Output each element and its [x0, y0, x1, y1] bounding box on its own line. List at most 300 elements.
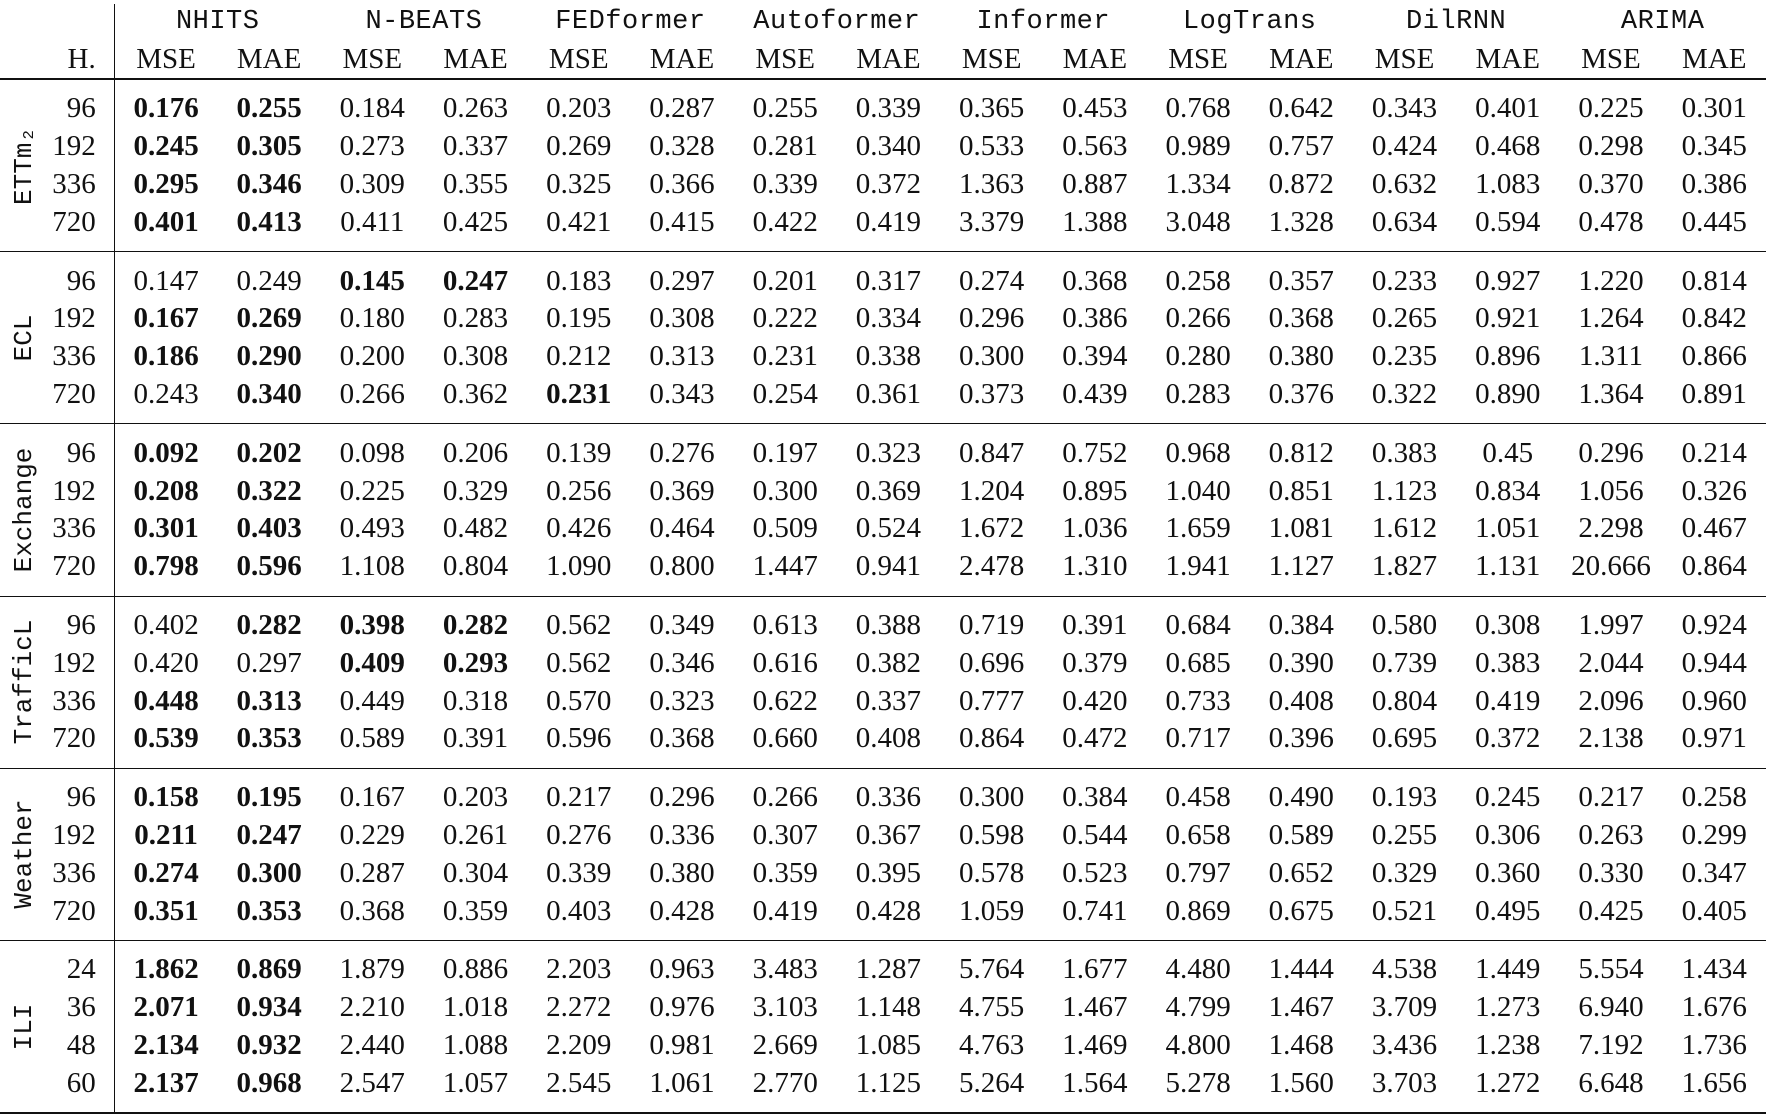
dataset-label: TrafficL	[9, 619, 40, 745]
value-cell: 1.272	[1475, 1066, 1541, 1099]
best-value-cell: 1.862	[133, 953, 199, 986]
horizon-cell: 720	[48, 376, 114, 424]
value-cell: 0.337	[442, 130, 509, 163]
value-cell: 0.468	[1475, 130, 1541, 163]
best-value-cell: 0.351	[133, 894, 199, 927]
table-row	[0, 472, 1766, 510]
metric-header: MAE	[856, 42, 921, 75]
horizon-cell: 96	[48, 596, 114, 644]
table-row	[0, 768, 1766, 816]
value-cell: 0.359	[442, 894, 509, 927]
value-cell: 1.085	[855, 1028, 922, 1061]
header-spacer	[0, 4, 48, 40]
best-value-cell: 0.231	[546, 377, 612, 410]
best-value-cell: 0.195	[236, 781, 302, 814]
table-row	[0, 1027, 1766, 1065]
value-cell: 0.368	[1062, 264, 1128, 297]
value-cell: 1.467	[1062, 991, 1128, 1024]
value-cell: 0.263	[442, 92, 509, 125]
value-cell: 1.560	[1268, 1066, 1334, 1099]
value-cell: 0.812	[1268, 436, 1334, 469]
value-cell: 4.799	[1165, 991, 1231, 1024]
model-header: N-BEATS	[365, 7, 483, 37]
metric-header: MAE	[236, 42, 302, 75]
value-cell: 0.386	[1681, 167, 1747, 200]
value-cell: 1.659	[1165, 512, 1231, 545]
value-cell: 0.490	[1268, 781, 1334, 814]
best-value-cell: 0.245	[133, 130, 199, 163]
dataset-label-cell	[0, 768, 48, 940]
value-cell: 0.339	[752, 167, 818, 200]
dataset-label: ILI	[9, 1003, 40, 1050]
value-cell: 0.589	[1268, 818, 1334, 851]
value-cell: 0.941	[855, 550, 922, 583]
value-cell: 0.797	[1165, 856, 1231, 889]
value-cell: 0.254	[752, 377, 818, 410]
value-cell: 0.183	[546, 264, 612, 297]
best-value-cell: 0.539	[133, 722, 199, 755]
value-cell: 0.225	[1578, 92, 1644, 125]
value-cell: 0.739	[1371, 646, 1438, 679]
value-cell: 1.088	[442, 1028, 509, 1061]
value-cell: 0.308	[1475, 608, 1541, 641]
value-cell: 1.059	[959, 894, 1025, 927]
best-value-cell: 2.134	[133, 1028, 199, 1061]
value-cell: 0.391	[442, 722, 509, 755]
value-cell: 0.401	[1475, 92, 1541, 125]
value-cell: 0.266	[1165, 302, 1231, 335]
value-cell: 0.768	[1165, 92, 1231, 125]
value-cell: 0.326	[1681, 474, 1747, 507]
value-cell: 0.330	[1578, 856, 1644, 889]
value-cell: 2.298	[1578, 512, 1644, 545]
value-cell: 0.594	[1475, 205, 1541, 238]
value-cell: 0.864	[959, 722, 1025, 755]
table-row	[0, 682, 1766, 720]
value-cell: 0.217	[546, 781, 612, 814]
value-cell: 0.598	[959, 818, 1025, 851]
table-row	[0, 720, 1766, 768]
metric-header: MSE	[136, 42, 196, 75]
value-cell: 0.337	[855, 684, 922, 717]
value-cell: 0.266	[339, 377, 405, 410]
table-row	[0, 79, 1766, 128]
value-cell: 1.287	[855, 953, 922, 986]
value-cell: 0.300	[752, 474, 818, 507]
dataset-label-cell	[0, 79, 48, 252]
value-cell: 0.372	[1475, 722, 1541, 755]
value-cell: 0.533	[959, 130, 1025, 163]
value-cell: 0.544	[1062, 818, 1128, 851]
metric-header: MSE	[961, 42, 1022, 75]
value-cell: 0.276	[546, 818, 612, 851]
value-cell: 0.318	[442, 684, 509, 717]
value-cell: 0.890	[1475, 377, 1541, 410]
value-cell: 0.695	[1371, 722, 1438, 755]
value-cell: 0.307	[752, 818, 818, 851]
value-cell: 0.195	[546, 302, 612, 335]
horizon-cell: 336	[48, 510, 114, 548]
value-cell: 0.733	[1165, 684, 1231, 717]
value-cell: 0.872	[1268, 167, 1334, 200]
value-cell: 0.383	[1371, 436, 1438, 469]
value-cell: 0.989	[1165, 130, 1231, 163]
value-cell: 0.369	[649, 474, 715, 507]
value-cell: 1.131	[1475, 550, 1541, 583]
horizon-cell: 720	[48, 203, 114, 251]
value-cell: 0.453	[1062, 92, 1128, 125]
value-cell: 0.382	[855, 646, 922, 679]
value-cell: 0.891	[1681, 377, 1747, 410]
metric-header: MAE	[1269, 42, 1334, 75]
value-cell: 0.139	[546, 436, 612, 469]
value-cell: 7.192	[1578, 1028, 1644, 1061]
best-value-cell: 0.293	[442, 646, 509, 679]
value-cell: 0.306	[1475, 818, 1541, 851]
value-cell: 0.201	[752, 264, 818, 297]
value-cell: 0.212	[546, 340, 612, 373]
value-cell: 1.127	[1268, 550, 1334, 583]
dataset-label: ECL	[9, 314, 40, 362]
table-row	[0, 548, 1766, 596]
table-row	[0, 424, 1766, 472]
value-cell: 0.366	[649, 167, 715, 200]
value-cell: 0.357	[1268, 264, 1334, 297]
value-cell: 0.255	[752, 92, 818, 125]
value-cell: 1.736	[1681, 1028, 1747, 1061]
value-cell: 0.804	[442, 550, 509, 583]
value-cell: 1.220	[1578, 264, 1644, 297]
value-cell: 0.523	[1062, 856, 1128, 889]
value-cell: 0.634	[1371, 205, 1438, 238]
value-cell: 2.440	[339, 1028, 405, 1061]
value-cell: 0.338	[855, 340, 922, 373]
value-cell: 2.209	[546, 1028, 612, 1061]
value-cell: 1.564	[1062, 1066, 1128, 1099]
table-row	[0, 128, 1766, 166]
value-cell: 0.245	[1475, 781, 1541, 814]
value-cell: 0.308	[649, 302, 715, 335]
best-value-cell: 0.448	[133, 684, 199, 717]
value-cell: 0.927	[1475, 264, 1541, 297]
value-cell: 4.763	[959, 1028, 1025, 1061]
value-cell: 0.685	[1165, 646, 1231, 679]
value-cell: 0.345	[1681, 130, 1747, 163]
value-cell: 0.403	[546, 894, 612, 927]
value-cell: 0.509	[752, 512, 818, 545]
value-cell: 0.322	[1371, 377, 1438, 410]
value-cell: 0.652	[1268, 856, 1334, 889]
value-cell: 0.233	[1371, 264, 1438, 297]
value-cell: 0.287	[649, 92, 715, 125]
best-value-cell: 0.798	[133, 550, 199, 583]
horizon-cell: 48	[48, 1027, 114, 1065]
value-cell: 0.384	[1268, 608, 1334, 641]
best-value-cell: 0.186	[133, 340, 199, 373]
horizon-cell: 336	[48, 338, 114, 376]
horizon-cell: 96	[48, 424, 114, 472]
value-cell: 0.419	[752, 894, 818, 927]
value-cell: 1.444	[1268, 953, 1334, 986]
value-cell: 2.770	[752, 1066, 818, 1099]
value-cell: 0.336	[649, 818, 715, 851]
dataset-group	[0, 252, 1766, 424]
table-row	[0, 596, 1766, 644]
value-cell: 0.300	[959, 781, 1025, 814]
value-cell: 0.495	[1475, 894, 1541, 927]
value-cell: 2.138	[1578, 722, 1644, 755]
value-cell: 0.368	[1268, 302, 1334, 335]
table-row	[0, 989, 1766, 1027]
value-cell: 1.672	[959, 512, 1025, 545]
value-cell: 1.108	[339, 550, 405, 583]
value-cell: 0.425	[442, 205, 509, 238]
value-cell: 0.800	[649, 550, 715, 583]
value-cell: 1.827	[1371, 550, 1438, 583]
value-cell: 0.258	[1165, 264, 1231, 297]
value-cell: 0.323	[855, 436, 922, 469]
value-cell: 0.258	[1681, 781, 1747, 814]
value-cell: 0.658	[1165, 818, 1231, 851]
best-value-cell: 0.401	[133, 205, 199, 238]
value-cell: 5.264	[959, 1066, 1025, 1099]
horizon-cell: 336	[48, 166, 114, 204]
value-cell: 0.297	[649, 264, 715, 297]
value-cell: 0.887	[1062, 167, 1128, 200]
value-cell: 0.757	[1268, 130, 1334, 163]
value-cell: 1.469	[1062, 1028, 1128, 1061]
horizon-cell: 36	[48, 989, 114, 1027]
value-cell: 1.273	[1475, 991, 1541, 1024]
value-cell: 1.148	[855, 991, 922, 1024]
value-cell: 1.264	[1578, 302, 1644, 335]
value-cell: 0.814	[1681, 264, 1747, 297]
value-cell: 0.580	[1371, 608, 1438, 641]
value-cell: 0.869	[1165, 894, 1231, 927]
value-cell: 0.851	[1268, 474, 1334, 507]
value-cell: 0.521	[1371, 894, 1438, 927]
value-cell: 0.415	[649, 205, 715, 238]
metric-header: MSE	[755, 42, 816, 75]
best-value-cell: 0.398	[339, 608, 405, 641]
best-value-cell: 0.968	[236, 1066, 302, 1099]
value-cell: 0.317	[855, 264, 922, 297]
best-value-cell: 0.340	[236, 377, 302, 410]
table-header	[0, 4, 1766, 79]
dataset-group	[0, 424, 1766, 596]
table-row	[0, 892, 1766, 940]
value-cell: 2.547	[339, 1066, 405, 1099]
dataset-label-cell	[0, 252, 48, 424]
value-cell: 0.408	[855, 722, 922, 755]
value-cell: 0.864	[1681, 550, 1747, 583]
value-cell: 2.545	[546, 1066, 612, 1099]
header-spacer	[0, 40, 48, 79]
value-cell: 0.329	[442, 474, 509, 507]
value-cell: 0.276	[649, 436, 715, 469]
value-cell: 0.421	[546, 205, 612, 238]
metric-header: MSE	[1374, 42, 1435, 75]
table-row	[0, 300, 1766, 338]
value-cell: 1.334	[1165, 167, 1231, 200]
value-cell: 1.941	[1165, 550, 1231, 583]
value-cell: 1.879	[339, 953, 405, 986]
value-cell: 0.266	[752, 781, 818, 814]
value-cell: 0.472	[1062, 722, 1128, 755]
value-cell: 0.298	[1578, 130, 1644, 163]
value-cell: 0.395	[855, 856, 922, 889]
value-cell: 0.203	[442, 781, 509, 814]
value-cell: 0.360	[1475, 856, 1541, 889]
metric-header: MSE	[548, 42, 609, 75]
value-cell: 0.613	[752, 608, 818, 641]
value-cell: 0.719	[959, 608, 1025, 641]
value-cell: 0.524	[855, 512, 922, 545]
value-cell: 20.666	[1571, 550, 1651, 583]
best-value-cell: 0.167	[133, 302, 199, 335]
value-cell: 0.355	[442, 167, 509, 200]
value-cell: 1.036	[1062, 512, 1128, 545]
horizon-cell: 192	[48, 472, 114, 510]
value-cell: 0.420	[133, 646, 199, 679]
value-cell: 0.422	[752, 205, 818, 238]
value-cell: 1.123	[1371, 474, 1438, 507]
value-cell: 2.272	[546, 991, 612, 1024]
best-value-cell: 0.255	[236, 92, 302, 125]
best-value-cell: 0.176	[133, 92, 199, 125]
value-cell: 1.051	[1475, 512, 1541, 545]
value-cell: 0.203	[546, 92, 612, 125]
value-cell: 3.483	[752, 953, 818, 986]
value-cell: 4.480	[1165, 953, 1231, 986]
metric-header: MSE	[1581, 42, 1641, 75]
model-header: Autoformer	[753, 7, 921, 37]
value-cell: 0.396	[1268, 722, 1334, 755]
value-cell: 0.924	[1681, 608, 1747, 641]
best-value-cell: 0.869	[236, 953, 302, 986]
value-cell: 0.361	[855, 377, 922, 410]
value-cell: 0.968	[1165, 436, 1231, 469]
table-row	[0, 510, 1766, 548]
model-header: Informer	[976, 7, 1111, 37]
value-cell: 0.578	[959, 856, 1025, 889]
value-cell: 0.616	[752, 646, 818, 679]
value-cell: 0.675	[1268, 894, 1334, 927]
value-cell: 0.842	[1681, 302, 1747, 335]
best-value-cell: 0.596	[236, 550, 302, 583]
value-cell: 0.273	[339, 130, 405, 163]
value-cell: 1.612	[1371, 512, 1438, 545]
value-cell: 0.963	[649, 953, 715, 986]
dataset-group	[0, 768, 1766, 940]
value-cell: 1.997	[1578, 608, 1644, 641]
value-cell: 0.217	[1578, 781, 1644, 814]
value-cell: 0.976	[649, 991, 715, 1024]
best-value-cell: 0.282	[442, 608, 509, 641]
value-cell: 0.394	[1062, 340, 1128, 373]
horizon-cell: 336	[48, 682, 114, 720]
value-cell: 1.328	[1268, 205, 1334, 238]
value-cell: 0.180	[339, 302, 405, 335]
best-value-cell: 0.295	[133, 167, 199, 200]
value-cell: 0.280	[1165, 340, 1231, 373]
value-cell: 0.313	[649, 340, 715, 373]
metric-header: MAE	[649, 42, 715, 75]
metric-header: MAE	[443, 42, 508, 75]
dataset-group	[0, 79, 1766, 252]
dataset-label-cell	[0, 940, 48, 1113]
value-cell: 0.261	[442, 818, 509, 851]
value-cell: 3.703	[1371, 1066, 1438, 1099]
value-cell: 0.866	[1681, 340, 1747, 373]
value-cell: 0.419	[855, 205, 922, 238]
value-cell: 0.896	[1475, 340, 1541, 373]
value-cell: 0.449	[339, 684, 405, 717]
value-cell: 0.717	[1165, 722, 1231, 755]
model-header: ARIMA	[1620, 7, 1705, 37]
best-value-cell: 0.413	[236, 205, 302, 238]
best-value-cell: 0.158	[133, 781, 199, 814]
value-cell: 4.800	[1165, 1028, 1231, 1061]
best-value-cell: 0.301	[133, 512, 199, 545]
value-cell: 0.467	[1681, 512, 1747, 545]
model-header: NHITS	[175, 7, 260, 37]
value-cell: 0.329	[1371, 856, 1438, 889]
best-value-cell: 0.247	[442, 264, 509, 297]
value-cell: 1.388	[1062, 205, 1128, 238]
value-cell: 0.343	[649, 377, 715, 410]
value-cell: 0.346	[649, 646, 715, 679]
value-cell: 0.464	[649, 512, 715, 545]
value-cell: 5.554	[1578, 953, 1644, 986]
best-value-cell: 0.208	[133, 474, 199, 507]
value-cell: 0.445	[1681, 205, 1747, 238]
value-cell: 0.229	[339, 818, 405, 851]
value-cell: 0.391	[1062, 608, 1128, 641]
value-cell: 1.467	[1268, 991, 1334, 1024]
value-cell: 0.343	[1371, 92, 1438, 125]
value-cell: 0.235	[1371, 340, 1438, 373]
value-cell: 1.057	[442, 1066, 509, 1099]
value-cell: 1.083	[1475, 167, 1541, 200]
value-cell: 1.204	[959, 474, 1025, 507]
header-spacer-horizon	[48, 4, 114, 40]
value-cell: 0.971	[1681, 722, 1747, 755]
value-cell: 0.300	[959, 340, 1025, 373]
value-cell: 0.325	[546, 167, 612, 200]
value-cell: 0.193	[1371, 781, 1438, 814]
value-cell: 0.981	[649, 1028, 715, 1061]
horizon-cell: 60	[48, 1064, 114, 1113]
value-cell: 0.147	[133, 264, 199, 297]
best-value-cell: 0.353	[236, 894, 302, 927]
model-header-row	[0, 4, 1766, 40]
value-cell: 0.388	[855, 608, 922, 641]
best-value-cell: 2.137	[133, 1066, 199, 1099]
value-cell: 0.347	[1681, 856, 1747, 889]
value-cell: 0.222	[752, 302, 818, 335]
value-cell: 0.428	[649, 894, 715, 927]
value-cell: 0.225	[339, 474, 405, 507]
horizon-cell: 192	[48, 128, 114, 166]
value-cell: 0.359	[752, 856, 818, 889]
value-cell: 0.309	[339, 167, 405, 200]
value-cell: 0.369	[855, 474, 922, 507]
value-cell: 0.752	[1062, 436, 1128, 469]
value-cell: 0.960	[1681, 684, 1747, 717]
value-cell: 0.426	[546, 512, 612, 545]
horizon-cell: 720	[48, 720, 114, 768]
